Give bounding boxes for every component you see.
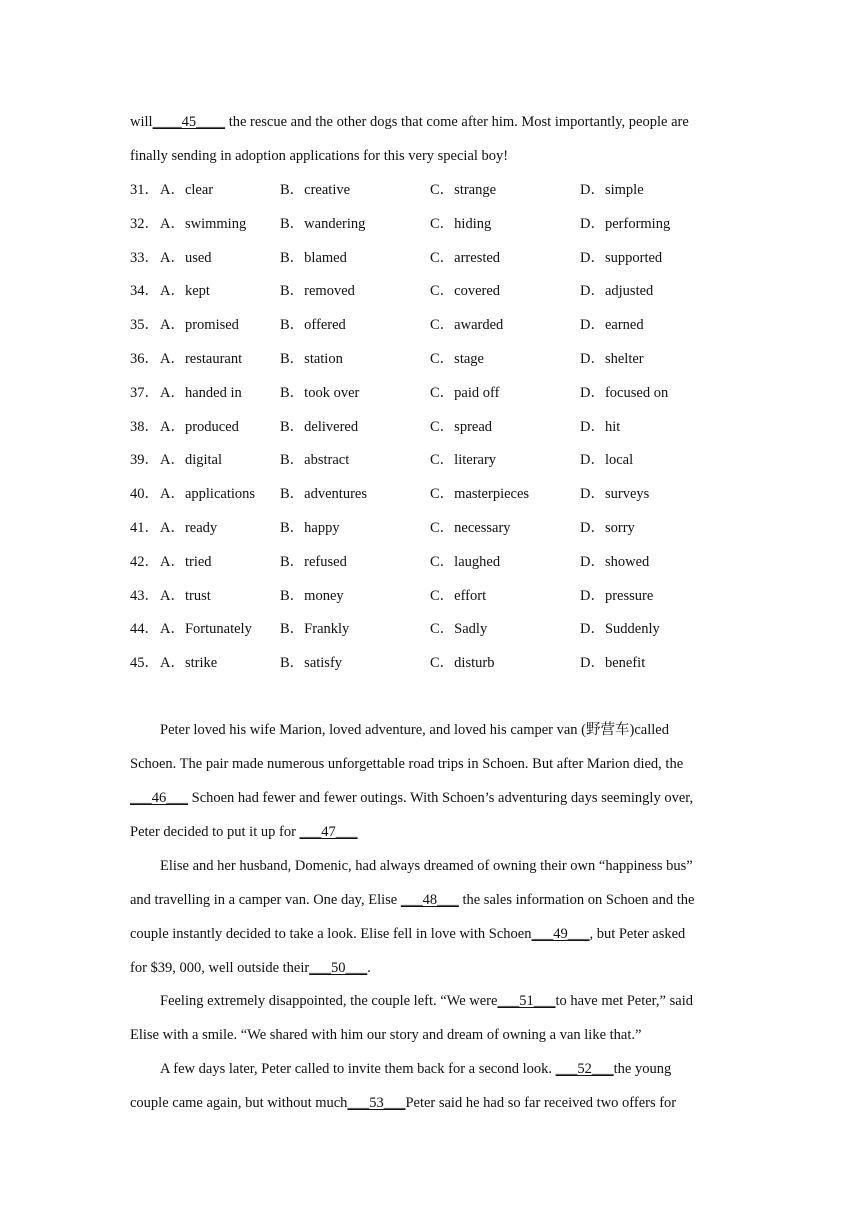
- option-d: D．earned: [580, 317, 644, 334]
- paragraph-line: Schoen. The pair made numerous unforgettable road trips in Schoen. But after Marion died, the: [130, 756, 684, 772]
- option-a: A．digital: [160, 452, 223, 469]
- option-d: D．Suddenly: [580, 621, 660, 638]
- option-a: A．clear: [160, 182, 214, 198]
- blank-47: ___47___: [299, 824, 358, 840]
- option-c: C．Sadly: [430, 621, 488, 638]
- option-a: A．strike: [160, 655, 218, 672]
- question-number: 34．: [130, 283, 159, 300]
- option-a: A．swimming: [160, 215, 247, 232]
- option-a: A．tried: [160, 553, 212, 570]
- text: and travelling in a camper van. One day, Elise: [130, 892, 401, 908]
- option-b: B．removed: [280, 283, 355, 300]
- option-a: A．trust: [160, 587, 211, 604]
- paragraph-line: [160, 856, 693, 876]
- option-c: C．literary: [430, 452, 497, 469]
- option-c: C．covered: [430, 283, 501, 300]
- question-number: 42．: [130, 553, 159, 570]
- option-c: C．laughed: [430, 553, 501, 570]
- option-a: A．handed in: [160, 384, 242, 401]
- option-d: D．sorry: [580, 520, 635, 536]
- text: to have met Peter,” said: [555, 993, 693, 1009]
- paragraph-line: [130, 890, 694, 910]
- option-a: A．ready: [160, 520, 218, 536]
- option-b: B．satisfy: [280, 655, 343, 672]
- blank-51: ___51___: [497, 993, 556, 1009]
- option-d: D．pressure: [580, 587, 654, 604]
- text: Elise and her husband, Domenic, had always dreamed of owning their own “happiness bus”: [160, 858, 693, 874]
- option-d: D．surveys: [580, 486, 650, 503]
- paragraph-line: finally sending in adoption applications for this very special boy!: [130, 148, 509, 164]
- blank-48: ___48___: [400, 892, 459, 908]
- paragraph-line: [130, 112, 689, 132]
- option-a: A．applications: [160, 486, 256, 503]
- option-d: D．local: [580, 452, 634, 469]
- paragraph-line: Elise with a smile. “We shared with him our story and dream of owning a van like that.”: [130, 1027, 642, 1043]
- option-c: C．stage: [430, 351, 484, 367]
- blank-45: ____45____: [152, 114, 226, 130]
- option-c: C．masterpieces: [430, 486, 530, 503]
- option-b: B．abstract: [280, 452, 350, 469]
- option-a: A．used: [160, 249, 212, 266]
- text: will: [130, 114, 153, 130]
- option-b: B．creative: [280, 182, 351, 198]
- option-c: C．hiding: [430, 215, 492, 232]
- option-b: B．blamed: [280, 249, 347, 266]
- question-number: 38．: [130, 418, 159, 435]
- text: couple came again, but without much: [130, 1095, 348, 1111]
- blank-46: ___46___: [130, 790, 188, 806]
- question-number: 40．: [130, 486, 159, 503]
- option-b: B．happy: [280, 520, 340, 536]
- paragraph-line: [160, 1059, 671, 1079]
- text: for $39, 000, well outside their: [130, 960, 310, 976]
- option-b: B．refused: [280, 553, 347, 570]
- text: the sales information on Schoen and the: [458, 892, 695, 908]
- option-a: A．Fortunately: [160, 621, 252, 638]
- text: .: [367, 960, 371, 976]
- option-d: D．hit: [580, 418, 621, 435]
- question-number: 43．: [130, 587, 159, 604]
- text: the rescue and the other dogs that come after him. Most importantly, people are: [225, 114, 689, 130]
- option-b: B．adventures: [280, 486, 367, 503]
- option-c: C．arrested: [430, 249, 501, 266]
- option-c: C．effort: [430, 587, 487, 604]
- question-number: 41．: [130, 520, 159, 536]
- question-number: 39．: [130, 452, 159, 469]
- blank-49: ___49___: [531, 926, 590, 942]
- option-d: D．shelter: [580, 351, 644, 367]
- text: Feeling extremely disappointed, the couple left. “We were: [160, 993, 498, 1009]
- option-c: C．disturb: [430, 655, 495, 672]
- question-number: 35．: [130, 317, 159, 334]
- option-d: D．performing: [580, 215, 671, 232]
- option-b: B．money: [280, 587, 344, 604]
- paragraph-line: [130, 788, 693, 808]
- option-b: B．station: [280, 351, 343, 367]
- option-c: C．spread: [430, 418, 493, 435]
- paragraph-line: [130, 1093, 676, 1113]
- blank-52: ___52___: [555, 1061, 614, 1077]
- question-number: 31．: [130, 182, 159, 198]
- paragraph-line: [130, 822, 358, 842]
- question-number: 36．: [130, 351, 159, 367]
- option-d: D．showed: [580, 553, 650, 570]
- option-d: D．benefit: [580, 655, 646, 672]
- option-b: B．delivered: [280, 418, 359, 435]
- text: Schoen had fewer and fewer outings. With Schoen’s adventuring days seemingly over,: [188, 790, 694, 806]
- paragraph-line: [160, 991, 693, 1011]
- option-a: A．kept: [160, 283, 210, 300]
- text: A few days later, Peter called to invite them back for a second look.: [160, 1061, 556, 1077]
- question-number: 45．: [130, 655, 159, 672]
- option-c: C．paid off: [430, 384, 500, 401]
- option-d: D．simple: [580, 182, 644, 198]
- text: couple instantly decided to take a look. Elise fell in love with Schoen: [130, 926, 532, 942]
- text: the young: [613, 1061, 672, 1077]
- paragraph-line: [130, 958, 371, 978]
- blank-50: ___50___: [309, 960, 368, 976]
- option-b: B．Frankly: [280, 621, 350, 638]
- paragraph-line: Peter loved his wife Marion, loved adventure, and loved his camper van (野营车)called: [160, 722, 669, 738]
- text: , but Peter asked: [589, 926, 686, 942]
- option-a: A．promised: [160, 317, 239, 334]
- option-d: D．supported: [580, 249, 663, 266]
- question-number: 32．: [130, 215, 159, 232]
- option-a: A．restaurant: [160, 351, 243, 367]
- option-a: A．produced: [160, 418, 239, 435]
- option-c: C．awarded: [430, 317, 504, 334]
- option-b: B．wandering: [280, 215, 366, 232]
- option-b: B．took over: [280, 384, 360, 401]
- option-c: C．necessary: [430, 520, 511, 536]
- text: Peter said he had so far received two offers for: [405, 1095, 677, 1111]
- option-d: D．adjusted: [580, 283, 654, 300]
- question-number: 44．: [130, 621, 159, 638]
- option-d: D．focused on: [580, 384, 669, 401]
- text: Peter decided to put it up for: [130, 824, 300, 840]
- option-b: B．offered: [280, 317, 346, 334]
- blank-53: ___53___: [347, 1095, 406, 1111]
- paragraph-line: [130, 924, 685, 944]
- option-c: C．strange: [430, 182, 497, 198]
- question-number: 37．: [130, 384, 159, 401]
- question-number: 33．: [130, 249, 159, 266]
